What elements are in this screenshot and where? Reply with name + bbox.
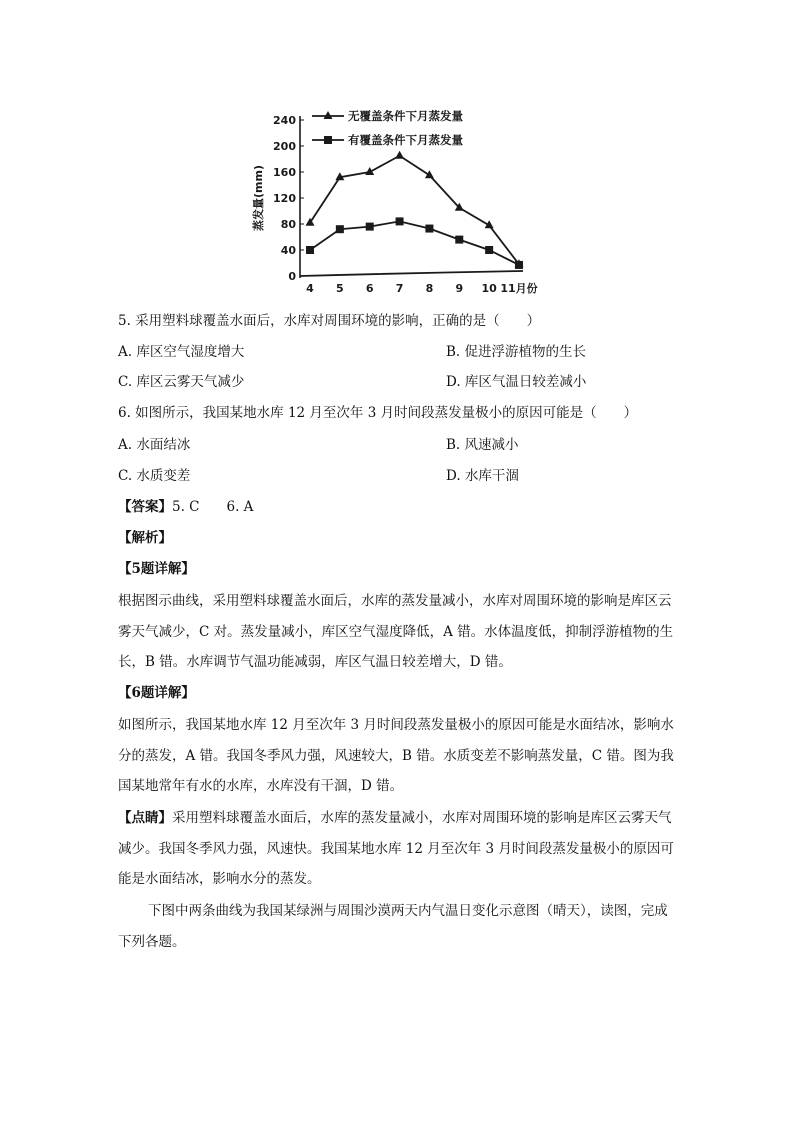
q5-option-c: C. 库区云雾天气减少	[118, 374, 245, 390]
q6-analysis-text: 如图所示，我国某地水库 12 月至次年 3 月时间段蒸发量极小的原因可能是水面结冰，影响水分的蒸发，A 错。我国冬季风力强，风速较大，B 错。水质变差不影响蒸发量，C 错。图为我国某地常年有水的水库，水库没有干涸，D 错。	[118, 717, 674, 794]
y-tick-label: 240	[273, 114, 296, 127]
y-tick-label: 160	[273, 166, 296, 179]
q5-analysis-heading: 【5题详解】	[118, 561, 195, 577]
q5-option-b: B. 促进浮游植物的生长	[446, 344, 587, 360]
chart-legend	[312, 109, 463, 147]
data-point-square	[425, 225, 433, 233]
x-tick-label: 5	[336, 282, 344, 294]
x-tick-label: 7	[395, 282, 404, 294]
y-tick-label: 200	[273, 140, 296, 153]
data-point-square	[455, 236, 463, 244]
answer-text: 5. C 6. A	[172, 499, 254, 515]
x-tick-label: 11月份	[500, 282, 538, 294]
next-question-intro: 下图中两条曲线为我国某绿洲与周围沙漠两天内气温日变化示意图（晴天），读图，完成下列各题。	[118, 903, 668, 950]
data-point-square	[366, 223, 374, 231]
q6-option-d: D. 水库干涸	[446, 468, 519, 484]
legend-label: 无覆盖条件下月蒸发量	[348, 109, 463, 123]
q5-option-d: D. 库区气温日较差减小	[446, 374, 587, 390]
question-6-stem: 6. 如图所示，我国某地水库 12 月至次年 3 月时间段蒸发量极小的原因可能是（ ）	[118, 405, 638, 421]
legend-label: 有覆盖条件下月蒸发量	[348, 133, 463, 147]
legend-marker-triangle	[324, 111, 333, 119]
q6-option-b: B. 风速减小	[446, 437, 519, 453]
q5-option-a: A. 库区空气湿度增大	[118, 344, 245, 360]
data-point-square	[306, 246, 314, 254]
answer-line	[118, 497, 253, 517]
y-tick-label: 40	[280, 244, 296, 257]
data-point-square	[515, 261, 523, 269]
q6-option-c: C. 水质变差	[118, 468, 191, 484]
q5-analysis-text: 根据图示曲线，采用塑料球覆盖水面后，水库的蒸发量减小，水库对周围环境的影响是库区云雾天气减少，C 对。蒸发量减小，库区空气湿度降低，A 错。水体温度低，抑制浮游植物的生长，B 错。水库调节气温功能减弱，库区气温日较差增大，D 错。	[118, 593, 674, 670]
y-tick-label: 0	[288, 270, 296, 283]
x-tick-label: 9	[455, 282, 464, 294]
x-tick-label: 4	[306, 282, 314, 294]
legend-marker-square	[324, 136, 332, 144]
y-tick-label: 120	[273, 192, 296, 205]
x-tick-label: 10	[481, 282, 497, 294]
data-point-square	[336, 225, 344, 233]
x-axis	[300, 271, 523, 276]
tip-paragraph	[118, 803, 676, 895]
q6-option-a: A. 水面结冰	[118, 437, 191, 453]
data-point-square	[485, 246, 493, 254]
x-tick-label: 8	[425, 282, 434, 294]
analysis-heading: 【解析】	[118, 530, 172, 546]
q6-analysis-heading: 【6题详解】	[118, 685, 195, 701]
data-point-triangle	[395, 151, 404, 159]
answer-label: 【答案】	[118, 499, 172, 515]
y-tick-label: 80	[280, 218, 296, 231]
tip-label: 【点睛】	[118, 810, 172, 826]
data-point-square	[396, 217, 404, 225]
evaporation-chart	[248, 104, 548, 294]
question-5-stem: 5. 采用塑料球覆盖水面后，水库对周围环境的影响，正确的是（ ）	[118, 313, 541, 329]
tip-text: 采用塑料球覆盖水面后，水库的蒸发量减小，水库对周围环境的影响是库区云雾天气减少。我国冬季风力强，风速快。我国某地水库 12 月至次年 3 月时间段蒸发量极小的原因可能是水面结冰，影响水分的蒸发。	[118, 810, 674, 887]
chart-series	[306, 151, 524, 269]
y-axis-label: 蒸发量(mm)	[252, 165, 265, 231]
x-tick-label: 6	[365, 282, 374, 294]
